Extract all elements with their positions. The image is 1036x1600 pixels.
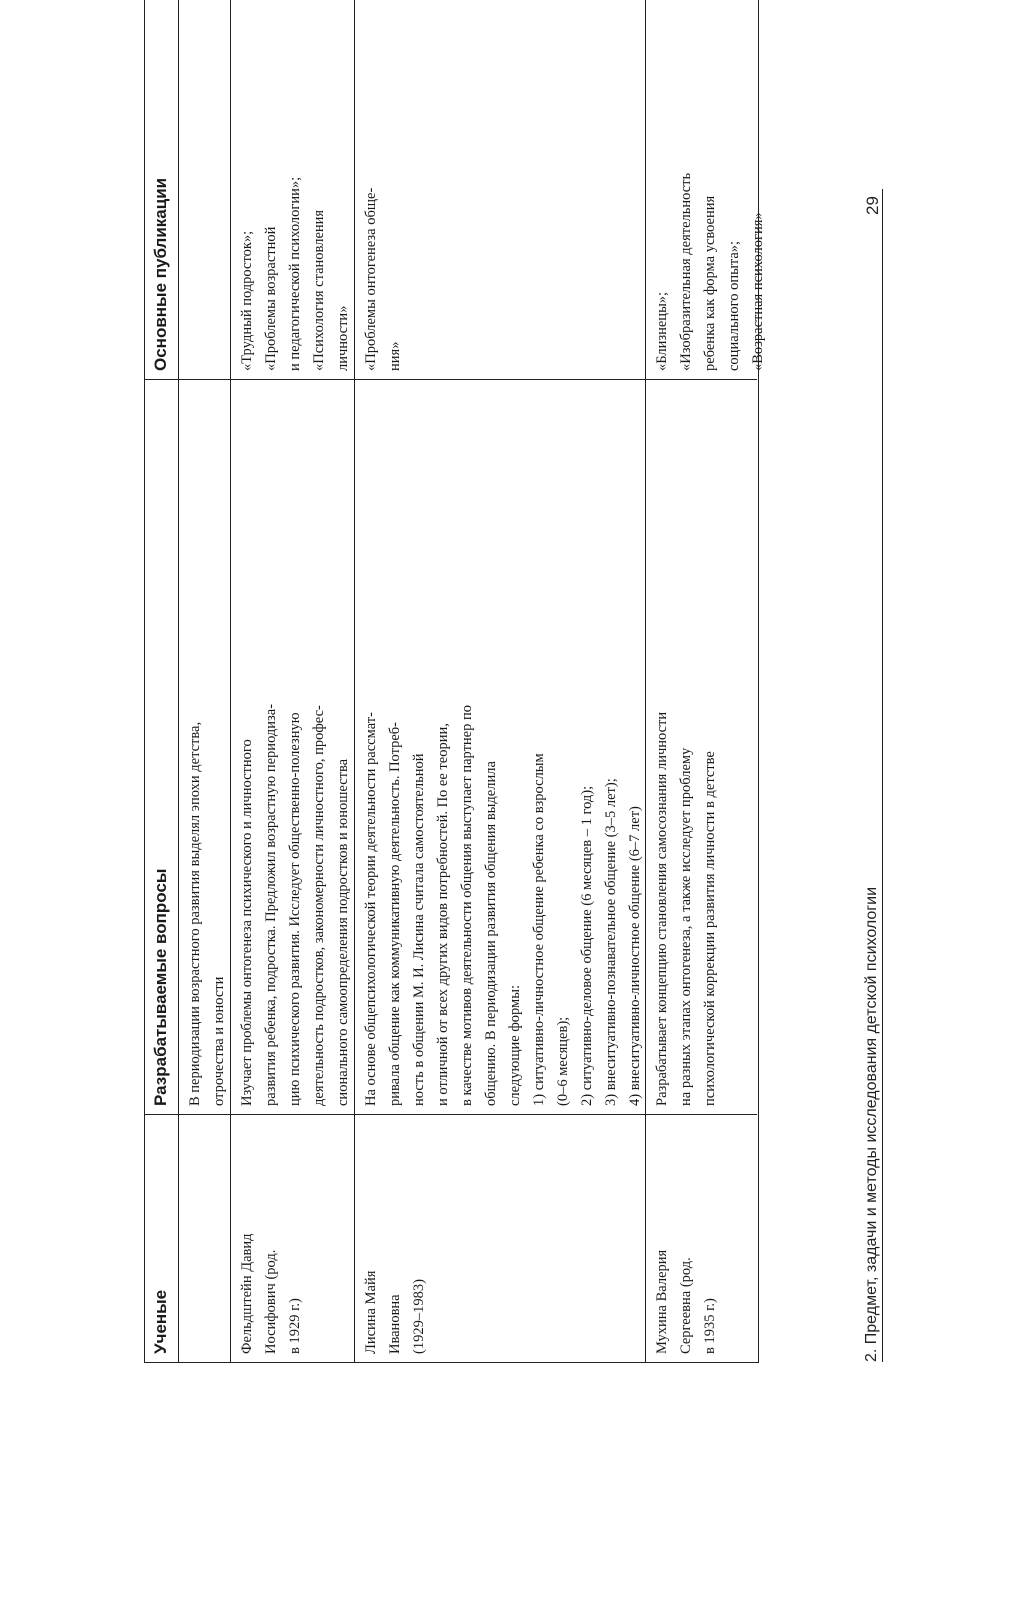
scientist-cell: Фельдштейн Давид Иосифович (род. в 1929 г.): [239, 1233, 303, 1354]
scientists-table: [144, 0, 766, 1363]
table-header-row: [145, 0, 178, 1362]
running-header-title: 2. Предмет, задачи и методы исследования детской психологии: [863, 886, 880, 1362]
header-publications: Основные публикации: [145, 0, 178, 380]
publications-cell: «Проблемы онтогенеза обще- ния»: [355, 0, 645, 380]
page-number: 29: [863, 196, 882, 215]
table-row: [230, 0, 354, 1362]
questions-cell: Разрабатывает концепцию становления самосознания личности на разных этапах онтогенеза, а также исследует проблему психологической коррекции развития личности в детстве: [646, 380, 757, 1115]
header-rule: [882, 189, 883, 1362]
scientist-cell: Лисина Майя Ивановна (1929–1983): [363, 1270, 427, 1354]
header-scientists: Ученые: [151, 1289, 170, 1354]
scientist-cell: Мухина Валерия Сергеевна (род. в 1935 г.): [654, 1249, 718, 1354]
questions-cell: В периодизации возрастного развития выделял эпохи детства, отрочества и юности: [179, 380, 230, 1115]
scientist-cell: [179, 1115, 230, 1362]
questions-cell: Изучает проблемы онтогенеза психического и личностного развития ребенка, подростка. Предложил возрастную периодиза- цию психического развития. Исследует общественно-полезную деятельность подростков, закономерности личностного, профес- сионального самоопределения подростков и юношества: [231, 380, 354, 1115]
publications-cell: [179, 0, 230, 380]
questions-cell: На основе общепсихологической теории деятельности рассмат- ривала общение как коммуникативную деятельность. Потреб- ность в общении М. И. Лисина считала самостоятельной и отличной от всех других видов потребностей. По ее теории, в качестве мотивов деятельности общения выступает партнер по общению. В периодизации развития общения выделила следующие формы: 1) ситуативно-личностное общение ребенка со взрослым (0–6 месяцев); 2) ситуативно-деловое общение (6 месяцев – 1 год); 3) внеситуативно-познавательное общение (3–5 лет); 4) внеситуативно-личностное общение (6–7 лет): [355, 380, 645, 1115]
header-questions: Разрабатываемые вопросы: [145, 380, 178, 1115]
table-row: [178, 0, 230, 1362]
table-row: [645, 0, 766, 1362]
publications-cell: «Трудный подросток»; «Проблемы возрастной и педагогической психологии»; «Психология становления личности»: [231, 0, 354, 380]
table-row: [354, 0, 645, 1362]
publications-cell: «Близнецы»; «Изобразительная деятельность ребенка как форма усвоения социального опыта»; «Возрастная психология»: [646, 0, 757, 380]
